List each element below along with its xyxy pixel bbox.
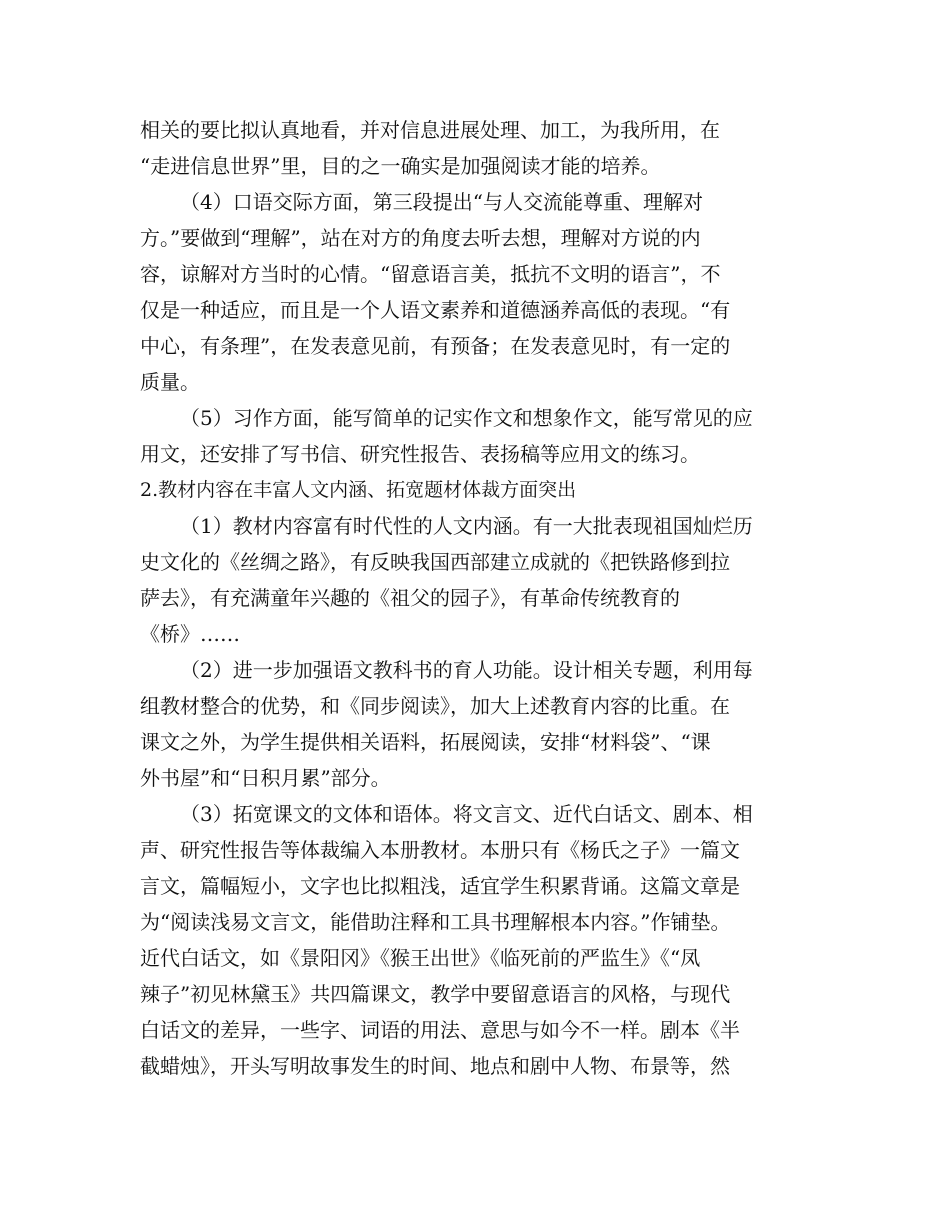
paragraph-line: 仅是一种适应，而且是一个人语文素养和道德涵养高低的表现。“有 — [140, 298, 731, 322]
paragraph-line: 近代白话文，如《景阳冈》《猴王出世》《临死前的严监生》《“凤 — [140, 946, 701, 970]
paragraph-line: （3）拓宽课文的文体和语体。将文言文、近代白话文、剧本、相 — [180, 802, 753, 826]
paragraph-line: 相关的要比拟认真地看，并对信息进展处理、加工，为我所用，在 — [140, 118, 720, 142]
paragraph-line: （5）习作方面，能写简单的记实作文和想象作文，能写常见的应 — [180, 406, 753, 430]
paragraph-line: 截蜡烛》，开头写明故事发生的时间、地点和剧中人物、布景等，然 — [140, 1054, 730, 1078]
paragraph-line: （1）教材内容富有时代性的人文内涵。有一大批表现祖国灿烂历 — [180, 514, 753, 538]
paragraph-line: 声、研究性报告等体裁编入本册教材。本册只有《杨氏之子》一篇文 — [140, 838, 740, 862]
paragraph-line: （4）口语交际方面，第三段提出“与人交流能尊重、理解对 — [180, 190, 703, 214]
paragraph-line: 《桥》…… — [140, 622, 240, 646]
paragraph-line: 质量。 — [140, 370, 200, 394]
paragraph-line: 史文化的《丝绸之路》，有反映我国西部建立成就的《把铁路修到拉 — [140, 550, 730, 574]
paragraph-line: 萨去》，有充满童年兴趣的《祖父的园子》，有革命传统教育的 — [140, 586, 680, 610]
paragraph-line: 容，谅解对方当时的心情。“留意语言美，抵抗不文明的语言”，不 — [140, 262, 721, 286]
paragraph-line: 言文，篇幅短小，文字也比拟粗浅，适宜学生积累背诵。这篇文章是 — [140, 874, 740, 898]
paragraph-line: 白话文的差异，一些字、词语的用法、意思与如今不一样。剧本《半 — [140, 1018, 740, 1042]
paragraph-line: 方。”要做到“理解”，站在对方的角度去听去想，理解对方说的内 — [140, 226, 701, 250]
paragraph-line: 辣子”初见林黛玉》共四篇课文，教学中要留意语言的风格，与现代 — [140, 982, 731, 1006]
paragraph-line: 组教材整合的优势，和《同步阅读》，加大上述教育内容的比重。在 — [140, 694, 730, 718]
paragraph-line: 课文之外，为学生提供相关语料，拓展阅读，安排“材料袋”、“课 — [140, 730, 711, 754]
paragraph-line: （2）进一步加强语文教科书的育人功能。设计相关专题，利用每 — [180, 658, 753, 682]
paragraph-line: 为“阅读浅易文言文，能借助注释和工具书理解根本内容。”作铺垫。 — [140, 910, 731, 934]
paragraph-line: 用文，还安排了写书信、研究性报告、表扬稿等应用文的练习。 — [140, 442, 700, 466]
paragraph-line: 中心，有条理”，在发表意见前，有预备；在发表意见时，有一定的 — [140, 334, 731, 358]
paragraph-line: “走进信息世界”里，目的之一确实是加强阅读才能的培养。 — [140, 154, 661, 178]
section-heading: 2.教材内容在丰富人文内涵、拓宽题材体裁方面突出 — [140, 479, 577, 501]
paragraph-line: 外书屋”和“日积月累”部分。 — [140, 766, 391, 790]
